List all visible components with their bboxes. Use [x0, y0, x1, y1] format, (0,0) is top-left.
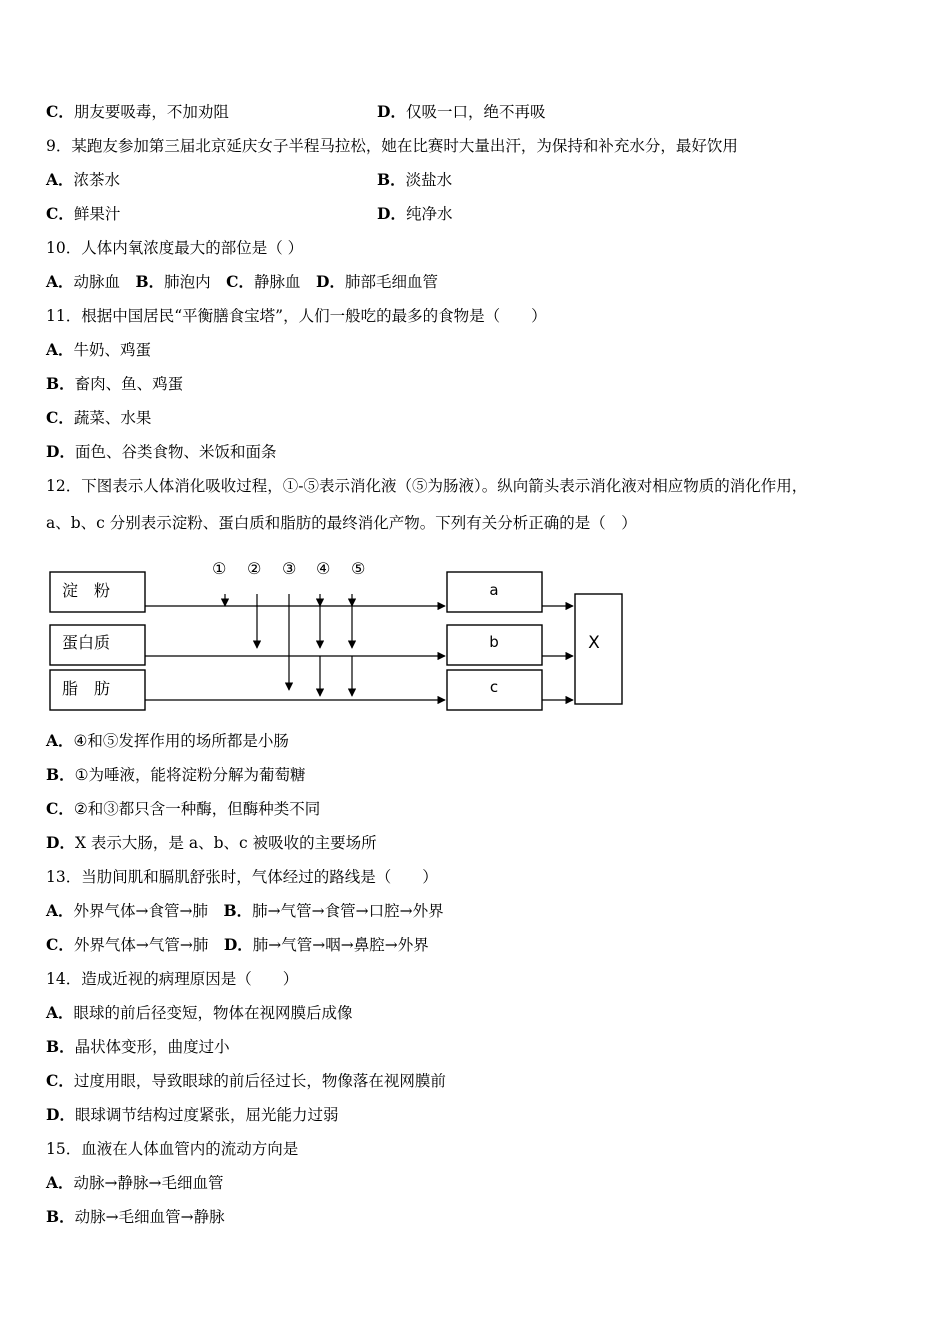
option-letter: B．: [46, 1037, 75, 1056]
product-b-label: b: [489, 633, 499, 651]
option-text: 鲜果汁: [73, 205, 121, 223]
q12-option-c: [46, 799, 320, 819]
q13-options-cd: [46, 935, 429, 955]
q12-option-d: [46, 833, 377, 853]
option-text: 眼球的前后径变短，物体在视网膜后成像: [73, 1004, 353, 1022]
option-letter: B．: [377, 170, 406, 189]
option-letter: A．: [46, 340, 74, 359]
option-letter: D．: [46, 1105, 75, 1124]
q15-stem: 15．血液在人体血管内的流动方向是: [46, 1140, 299, 1158]
juice-label-3: ③: [282, 559, 297, 578]
digestion-diagram: [40, 556, 640, 720]
q9-option-b: [377, 170, 452, 190]
option-letter: D．: [223, 935, 253, 954]
juice-label-4: ④: [316, 559, 331, 578]
option-letter: B．: [46, 1207, 75, 1226]
q9-stem: 9．某跑友参加第三届北京延庆女子半程马拉松，她在比赛时大量出汗，为保持和补充水分，最好饮用: [46, 137, 738, 155]
q13-stem: 13．当肋间肌和膈肌舒张时，气体经过的路线是（ ）: [46, 868, 438, 886]
option-letter: D．: [46, 833, 75, 852]
option-text: 外界气体→食管→肺: [73, 902, 209, 920]
option-letter: A．: [46, 1173, 74, 1192]
q13-options-ab: [46, 901, 444, 921]
option-letter: B．: [223, 901, 253, 920]
option-text: 肺泡内: [164, 273, 211, 291]
q11-stem: 11．根据中国居民“平衡膳食宝塔”，人们一般吃的最多的食物是（ ）: [46, 307, 547, 325]
juice-label-1: ①: [212, 559, 227, 578]
q15-option-a: [46, 1173, 224, 1193]
option-text: 面色、谷类食物、米饭和面条: [74, 443, 277, 461]
site-x-label: X: [588, 633, 600, 653]
q11-option-a: [46, 340, 151, 360]
q11-option-b: [46, 374, 183, 394]
option-text: 动脉血: [73, 273, 121, 291]
q12-option-a: [46, 731, 289, 751]
q14-option-d: [46, 1105, 338, 1125]
q9-option-d: [377, 204, 452, 224]
q9-option-a: [46, 170, 120, 190]
option-text: ①为唾液，能将淀粉分解为葡萄糖: [74, 766, 306, 784]
q12-stem-line2: a、b、c 分别表示淀粉、蛋白质和脂肪的最终消化产物。下列有关分析正确的是（ ）: [46, 514, 637, 532]
option-text: 晶状体变形，曲度过小: [74, 1038, 230, 1056]
option-letter: D．: [377, 102, 406, 121]
q8-option-d: [377, 102, 545, 122]
q14-option-c: [46, 1071, 446, 1091]
option-letter: D．: [316, 272, 345, 291]
option-letter: A．: [46, 170, 74, 189]
q14-stem: 14．造成近视的病理原因是（ ）: [46, 970, 299, 988]
product-c-label: c: [489, 678, 499, 696]
q9-option-c: [46, 204, 120, 224]
option-text: 蔬菜、水果: [73, 409, 152, 427]
q15-option-b: [46, 1207, 225, 1227]
option-letter: C．: [46, 204, 74, 223]
option-letter: A．: [46, 272, 74, 291]
option-text: ④和⑤发挥作用的场所都是小肠: [73, 732, 289, 750]
option-text: 肺部毛细血管: [344, 273, 438, 291]
q11-option-d: [46, 442, 276, 462]
option-text: 朋友要吸毒，不加劝阻: [73, 103, 229, 121]
option-text: 畜肉、鱼、鸡蛋: [74, 375, 184, 393]
option-letter: C．: [226, 272, 255, 291]
option-text: 肺→气管→食管→口腔→外界: [252, 902, 444, 920]
juice-label-2: ②: [247, 559, 262, 578]
option-letter: C．: [46, 1071, 74, 1090]
starch-label: 淀 粉: [62, 581, 111, 600]
option-text: 浓茶水: [73, 171, 121, 189]
juice-label-5: ⑤: [351, 559, 366, 578]
q8-option-c: [46, 102, 229, 122]
q10-stem: 10．人体内氧浓度最大的部位是（ ）: [46, 239, 304, 257]
option-text: 眼球调节结构过度紧张，屈光能力过弱: [74, 1106, 339, 1124]
option-text: X 表示大肠，是 a、b、c 被吸收的主要场所: [74, 834, 377, 852]
option-letter: A．: [46, 731, 74, 750]
option-text: 仅吸一口，绝不再吸: [405, 103, 546, 121]
fat-label: 脂 肪: [62, 679, 111, 698]
option-letter: C．: [46, 408, 74, 427]
option-letter: A．: [46, 1003, 74, 1022]
option-letter: D．: [377, 204, 406, 223]
q11-option-c: [46, 408, 151, 428]
option-letter: A．: [46, 901, 74, 920]
q12-stem-line1: 12．下图表示人体消化吸收过程，①-⑤表示消化液（⑤为肠液）。纵向箭头表示消化液对相应物质的消化作用，: [46, 477, 808, 495]
q10-options: [46, 272, 438, 292]
q14-option-a: [46, 1003, 353, 1023]
option-letter: D．: [46, 442, 75, 461]
option-letter: B．: [46, 374, 75, 393]
option-text: 动脉→静脉→毛细血管: [73, 1174, 224, 1192]
option-text: 静脉血: [254, 273, 301, 291]
option-text: 过度用眼，导致眼球的前后径过长，物像落在视网膜前: [73, 1072, 446, 1090]
option-text: 动脉→毛细血管→静脉: [74, 1208, 225, 1226]
option-letter: B．: [135, 272, 165, 291]
protein-label: 蛋白质: [62, 633, 111, 652]
q14-option-b: [46, 1037, 230, 1057]
option-text: 外界气体→气管→肺: [73, 936, 209, 954]
option-text: 牛奶、鸡蛋: [73, 341, 152, 359]
option-letter: C．: [46, 935, 74, 954]
product-a-label: a: [489, 581, 499, 599]
option-letter: B．: [46, 765, 75, 784]
option-letter: C．: [46, 799, 74, 818]
option-letter: C．: [46, 102, 74, 121]
option-text: 淡盐水: [405, 171, 453, 189]
option-text: ②和③都只含一种酶，但酶种类不同: [73, 800, 321, 818]
option-text: 肺→气管→咽→鼻腔→外界: [252, 936, 429, 954]
option-text: 纯净水: [405, 205, 453, 223]
q12-option-b: [46, 765, 306, 785]
